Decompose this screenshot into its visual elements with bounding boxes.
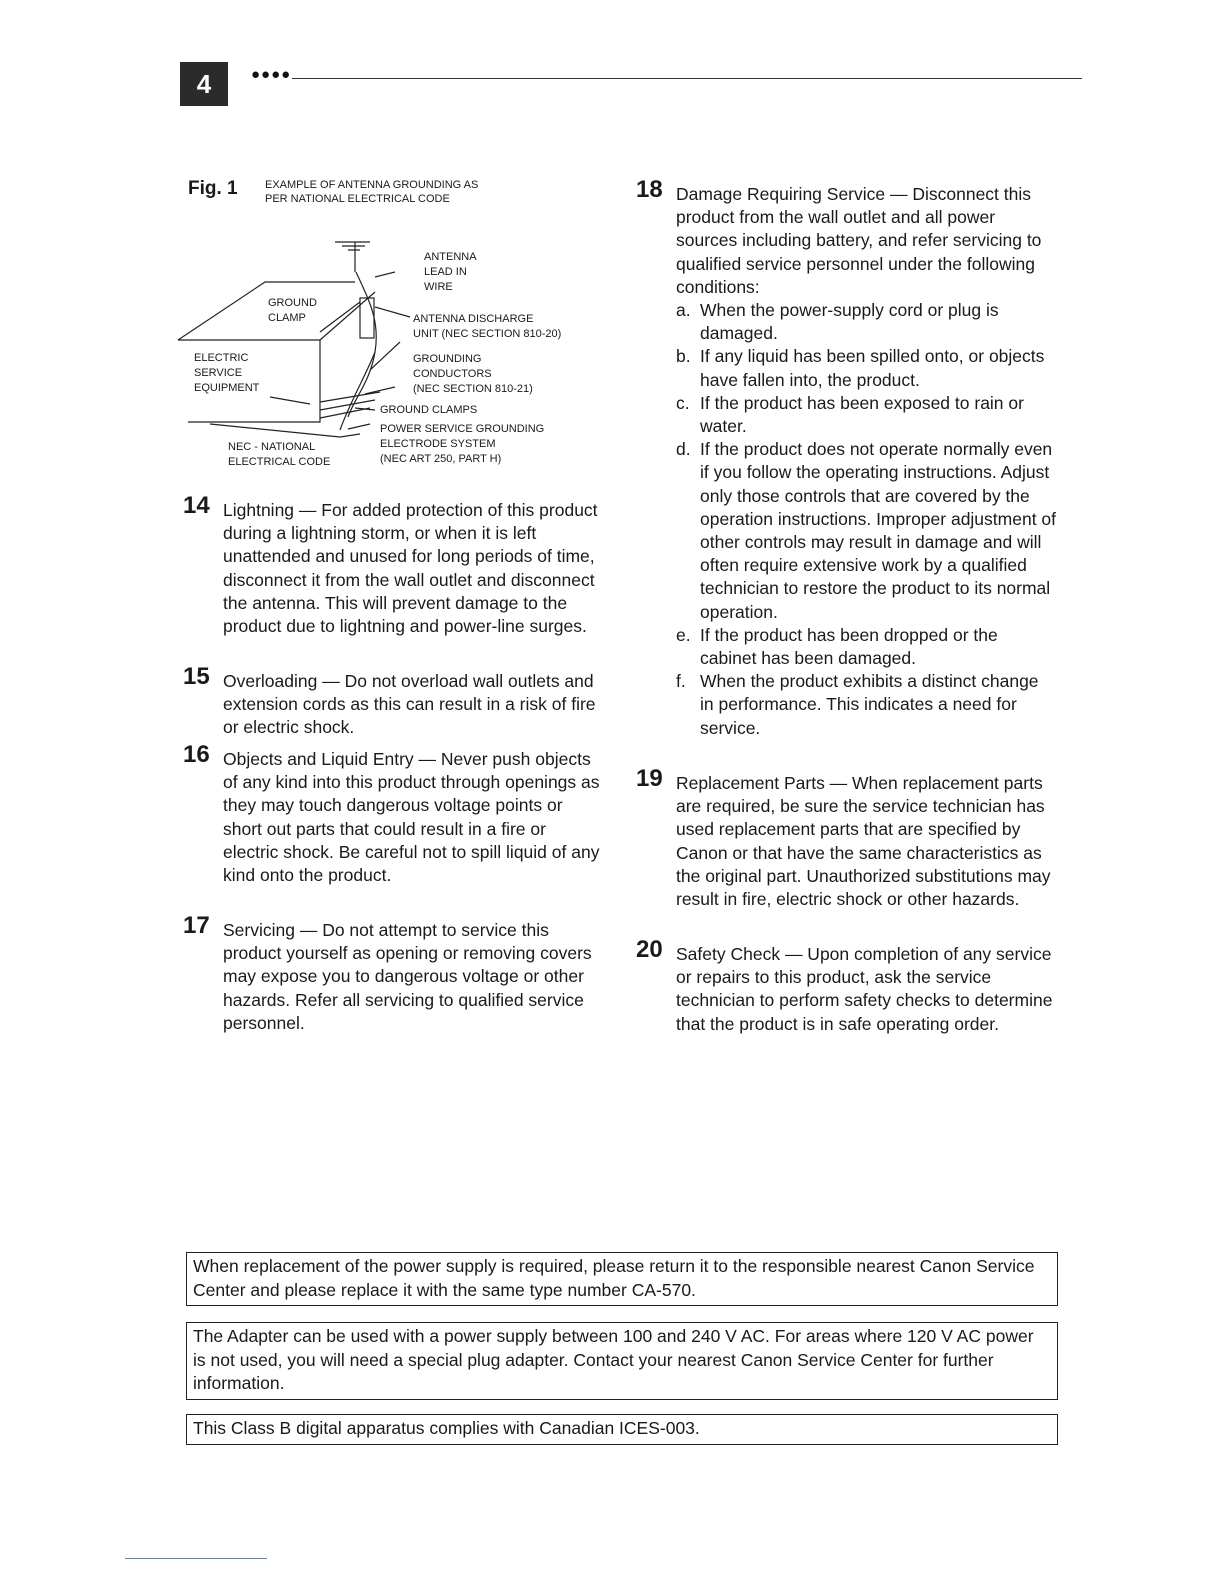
leader-electrode xyxy=(348,424,370,429)
safety-item xyxy=(183,741,603,887)
item-text: Replacement Parts — When replacement parts are required, be sure the service technician has used replacement parts that are specified by Canon or that have the same characteristics as the original part. Unauthorized substitutions may result in fire, electric shock or other hazards. xyxy=(676,773,1051,910)
item-text: Servicing — Do not attempt to service this product yourself as opening or removing covers may expose you to dangerous voltage or other hazards. Refer all servicing to qualified service personnel. xyxy=(223,920,592,1033)
diagram-label-antenna-lead: ANTENNA LEAD IN WIRE xyxy=(424,251,477,293)
safety-item xyxy=(183,492,603,638)
sub-item-text: If the product does not operate normally even if you follow the operating instructions. Adjust only those controls that are covered by the operation instructions. Improper adjustment of other controls may result in damage and will often require extensive work by a qualified technician to restore the product to its normal operation. xyxy=(700,439,1057,622)
antenna-elements xyxy=(335,242,370,250)
ground-line xyxy=(210,424,360,437)
sub-item xyxy=(676,392,1056,438)
sub-item xyxy=(676,670,1056,740)
item-number: 15 xyxy=(183,663,210,690)
notice-text: The Adapter can be used with a power supply between 100 and 240 V AC. For areas where 120 V AC power is not used, you will need a special plug adapter. Contact your nearest Canon Service Center for further information. xyxy=(193,1326,1034,1393)
safety-item xyxy=(636,176,1057,740)
item-text: Safety Check — Upon completion of any service or repairs to this product, ask the service technician to perform safety checks to determine that the product is in safe operating order. xyxy=(676,944,1053,1034)
leader-nec xyxy=(365,387,395,394)
sub-item-letter: e. xyxy=(676,624,691,645)
item-text: Objects and Liquid Entry — Never push objects of any kind into this product through openings as they may touch dangerous voltage points or short out parts that could result in a fire or electric shock. Be careful not to spill liquid of any kind onto the product. xyxy=(223,749,600,886)
sub-item-text: When the product exhibits a distinct change in performance. This indicates a need for service. xyxy=(700,671,1039,738)
item-number: 14 xyxy=(183,492,210,519)
diagram-label-nec: NEC - NATIONAL ELECTRICAL CODE xyxy=(228,441,331,468)
item-number: 20 xyxy=(636,936,663,963)
header-rule xyxy=(292,78,1082,79)
safety-item xyxy=(183,663,603,740)
leader-antenna xyxy=(375,272,395,277)
figure-label: Fig. 1 xyxy=(188,178,238,199)
diagram-label-electric-service: ELECTRIC SERVICE EQUIPMENT xyxy=(194,352,260,394)
item-number: 19 xyxy=(636,765,663,792)
sub-item xyxy=(676,299,1056,345)
notice-text: This Class B digital apparatus complies with Canadian ICES-003. xyxy=(193,1418,700,1438)
ground-clamp-lines xyxy=(320,392,380,418)
notice-box-ices xyxy=(186,1414,1058,1445)
sub-item-text: When the power-supply cord or plug is damaged. xyxy=(700,300,999,344)
item-number: 18 xyxy=(636,176,663,203)
figure-caption-line: PER NATIONAL ELECTRICAL CODE xyxy=(265,193,450,205)
header-dots: ●●●● xyxy=(251,66,292,83)
safety-item xyxy=(636,936,1056,1036)
item-number: 16 xyxy=(183,741,210,768)
notice-text: When replacement of the power supply is required, please return it to the responsible nearest Canon Service Center and please replace it with the same type number CA-570. xyxy=(193,1256,1035,1300)
grounding-conductor xyxy=(340,352,375,430)
safety-item xyxy=(636,765,1056,911)
sub-item-letter: a. xyxy=(676,300,691,321)
roof-edge xyxy=(320,292,375,340)
roof-line xyxy=(178,282,355,340)
diagram-label-discharge-unit: ANTENNA DISCHARGE UNIT (NEC SECTION 810-20) xyxy=(413,313,562,340)
diagram-label-grounding-conductors: GROUNDING CONDUCTORS (NEC SECTION 810-21) xyxy=(413,353,533,395)
sub-item-letter: d. xyxy=(676,439,691,460)
sub-item-letter: c. xyxy=(676,392,690,413)
figure-caption xyxy=(265,178,565,206)
safety-item xyxy=(183,912,603,1035)
leader-clamps xyxy=(355,408,375,410)
sub-item-text: If the product has been exposed to rain or water. xyxy=(700,392,1024,437)
figure-caption-line: EXAMPLE OF ANTENNA GROUNDING AS xyxy=(265,179,479,191)
sub-item xyxy=(676,438,1056,624)
leader-service xyxy=(270,397,310,404)
diagram-label-ground-clamp: GROUND CLAMP xyxy=(268,297,317,324)
sub-item xyxy=(676,624,1056,670)
notice-box-adapter xyxy=(186,1322,1058,1400)
notice-box-power-supply xyxy=(186,1252,1058,1306)
sub-item-letter: b. xyxy=(676,346,691,367)
bottom-rule xyxy=(125,1558,267,1559)
item-text: Lightning — For added protection of this product during a lightning storm, or when it is left unattended and unused for long periods of time, disconnect it from the wall outlet and disconnect the antenna. This will prevent damage to the product due to lightning and power-line surges. xyxy=(223,500,598,637)
diagram-label-ground-clamps: GROUND CLAMPS xyxy=(380,404,478,416)
leader-discharge xyxy=(375,307,410,317)
leader-ground-clamp xyxy=(320,302,360,332)
sub-item xyxy=(676,345,1056,391)
sub-item-text: If any liquid has been spilled onto, or objects have fallen into, the product. xyxy=(700,346,1045,390)
diagram-label-power-service: POWER SERVICE GROUNDING ELECTRODE SYSTEM (NEC ART 250, PART H) xyxy=(380,423,545,465)
sub-item-text: If the product has been dropped or the cabinet has been damaged. xyxy=(700,624,998,669)
item-text: Damage Requiring Service — Disconnect this product from the wall outlet and all power sources including battery, and refer servicing to qualified service personnel under the following conditions: xyxy=(676,184,1042,297)
item-number: 17 xyxy=(183,912,210,939)
item-text: Overloading — Do not overload wall outlets and extension cords as this can result in a risk of fire or electric shock. xyxy=(223,671,596,738)
page-number-badge: 4 xyxy=(180,62,228,106)
sub-item-letter: f. xyxy=(676,671,686,692)
